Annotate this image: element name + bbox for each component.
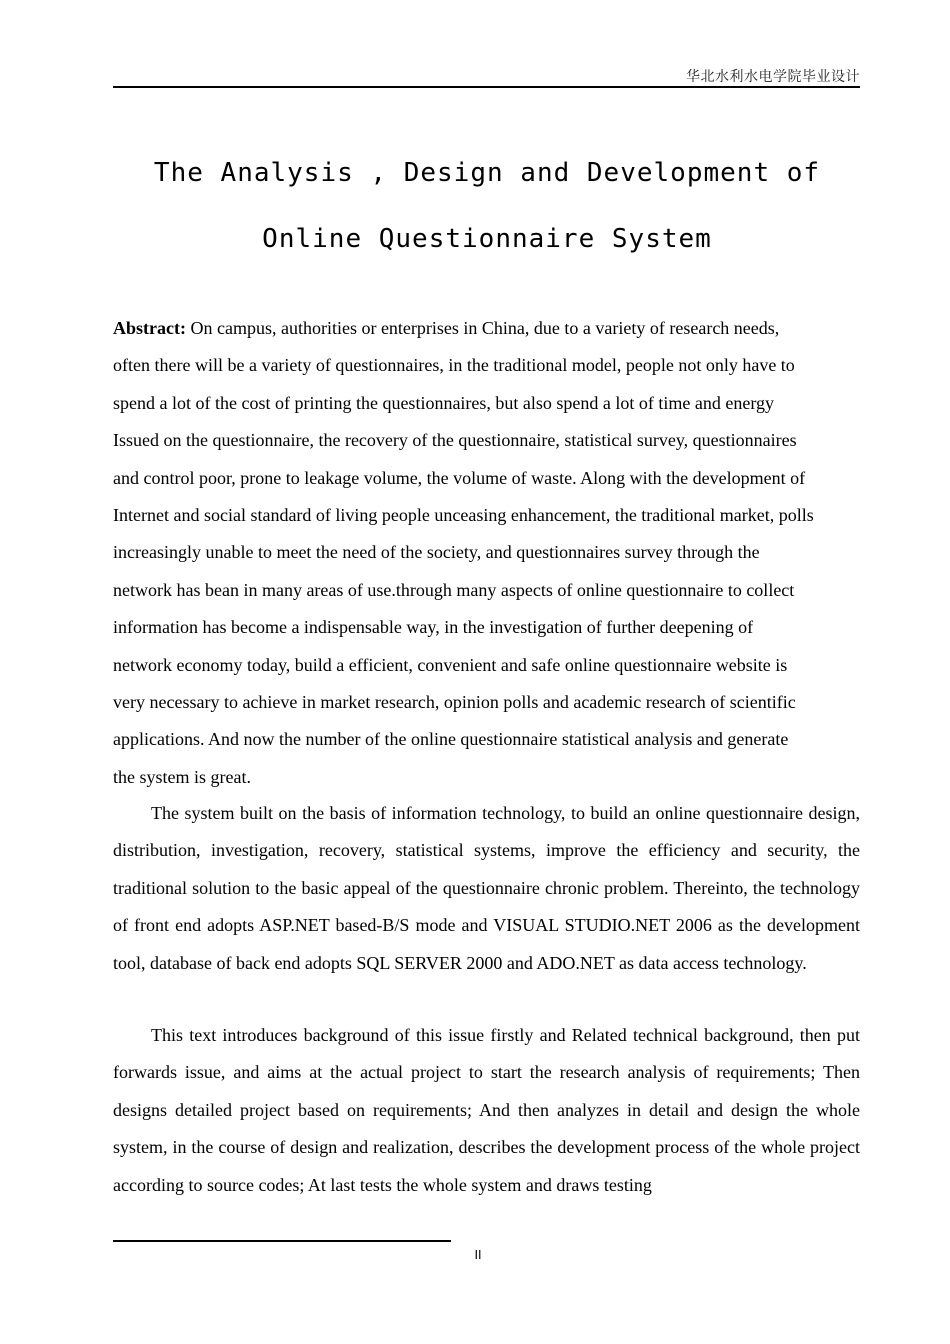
abstract-line: spend a lot of the cost of printing the questionnaires, but also spend a lot of time and energy [113,392,775,413]
footnote-rule [113,1240,451,1242]
paragraph-text: The system built on the basis of information technology, to build an online questionnaire design, distribution, investigation, recovery, statistical systems, improve the efficiency and security, the traditional solution to the basic appeal of the questionnaire chronic problem. Thereinto, the technology of front end adopts ASP.NET based-B/S mode and VISUAL STUDIO.NET 2006 as the development tool, database of back end adopts SQL SERVER 2000 and ADO.NET as data access technology. [113,803,860,973]
header-rule [113,86,860,88]
abstract-line: network economy today, build a efficient, convenient and safe online questionnaire website is [113,654,788,675]
abstract-label: Abstract: [113,318,186,338]
abstract-block [113,310,860,796]
abstract-line: information has become a indispensable way, in the investigation of further deepening of [113,617,754,638]
abstract-text: On campus, authorities or enterprises in China, due to a variety of research needs, [185,318,780,338]
title-line-2: Online Questionnaire System [262,224,712,254]
body-paragraph-system [113,795,860,982]
abstract-line: applications. And now the number of the online questionnaire statistical analysis and generate [113,729,789,750]
abstract-line: often there will be a variety of questionnaires, in the traditional model, people not only have to [113,355,795,376]
running-header: 华北水利水电学院毕业设计 [686,69,860,85]
paragraph-text: This text introduces background of this issue firstly and Related technical background, then put forwards issue, and aims at the actual project to start the research analysis of requirements; Then designs detailed project based on requirements; And then analyzes in detail and design the whole system, in the course of design and realization, describes the development process of the whole project according to source codes; At last tests the whole system and draws testing [113,1025,860,1195]
abstract-line: increasingly unable to meet the need of the society, and questionnaires survey through the [113,542,760,563]
abstract-line: network has bean in many areas of use.through many aspects of online questionnaire to collect [113,579,795,600]
page-number: II [474,1248,482,1262]
abstract-line: the system is great. [113,766,251,787]
title-line-1: The Analysis , Design and Development of [153,158,821,188]
abstract-line: Internet and social standard of living people unceasing enhancement, the traditional market, polls [113,505,814,526]
abstract-line: Issued on the questionnaire, the recovery of the questionnaire, statistical survey, questionnaires [113,430,797,451]
abstract-line [113,310,860,347]
abstract-line: very necessary to achieve in market research, opinion polls and academic research of scientific [113,692,796,713]
body-paragraph-introduction [113,1017,860,1204]
abstract-line: and control poor, prone to leakage volume, the volume of waste. Along with the development of [113,467,806,488]
